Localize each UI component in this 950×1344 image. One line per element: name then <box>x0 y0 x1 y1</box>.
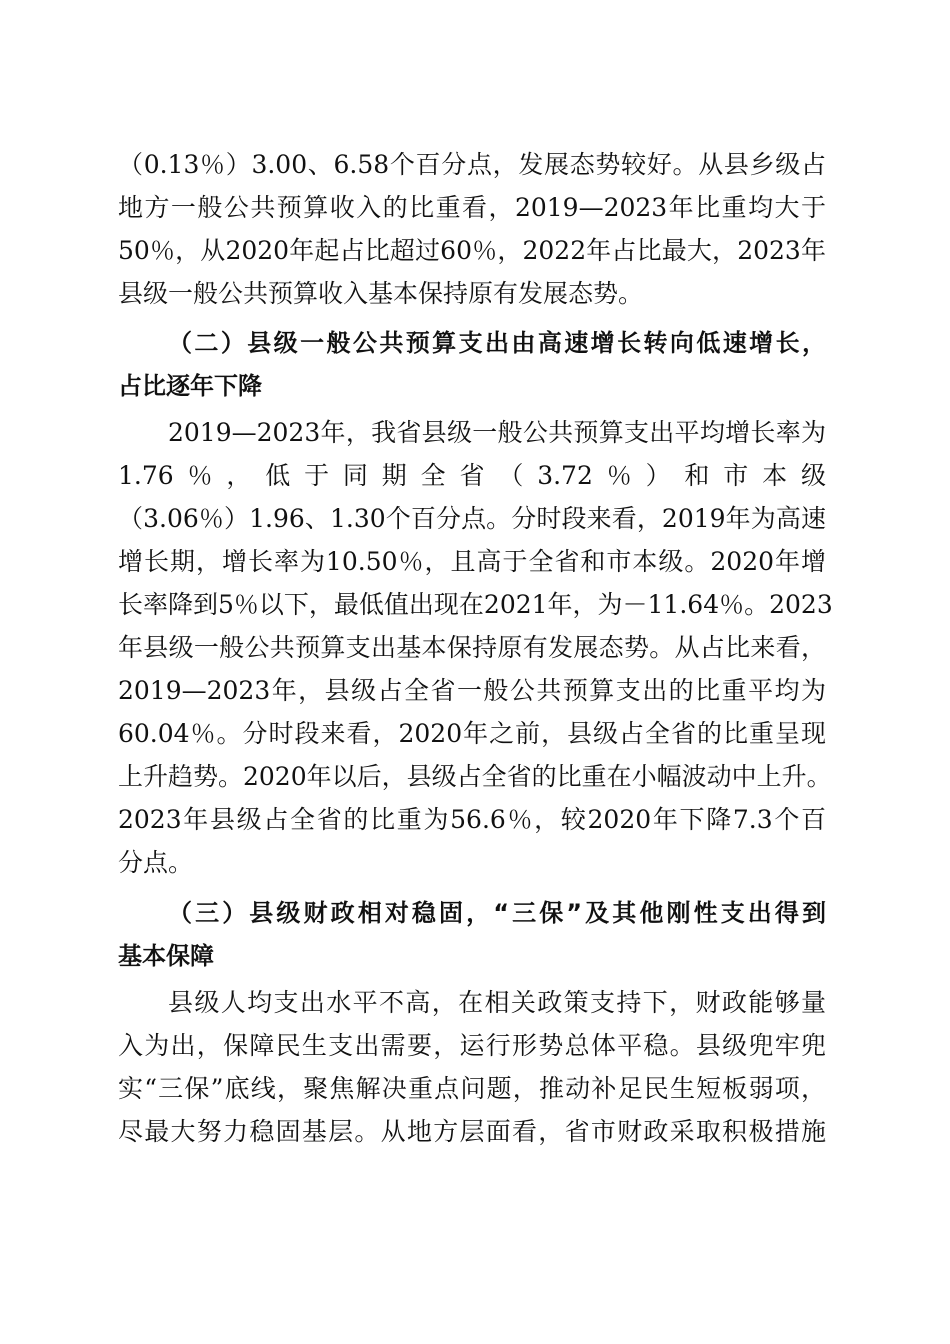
text-line: 地方一般公共预算收入的比重看，2019—2023年比重均大于 <box>118 193 826 222</box>
text-line: 县级一般公共预算收入基本保持原有发展态势。 <box>118 279 644 308</box>
text-line: 2019—2023年，县级占全省一般公共预算支出的比重平均为 <box>118 676 826 705</box>
text-line: 入为出，保障民生支出需要，运行形势总体平稳。县级兜牢兜 <box>118 1031 826 1060</box>
text-line: 县级人均支出水平不高，在相关政策支持下，财政能够量 <box>168 988 826 1017</box>
text-line: 尽最大努力稳固基层。从地方层面看，省市财政采取积极措施 <box>118 1117 826 1146</box>
text-line: 长率降到5％以下，最低值出现在2021年，为－11.64％。2023 <box>118 590 833 619</box>
text-line: （0.13％）3.00、6.58个百分点，发展态势较好。从县乡级占 <box>118 150 826 179</box>
section-heading: 基本保障 <box>118 942 214 970</box>
text-line: 实“三保”底线，聚焦解决重点问题，推动补足民生短板弱项， <box>118 1074 826 1103</box>
text-line: 分点。 <box>118 848 194 877</box>
text-line: 年县级一般公共预算支出基本保持原有发展态势。从占比来看， <box>118 633 826 662</box>
section-heading: （三）县级财政相对稳固，“三保”及其他刚性支出得到 <box>168 899 826 927</box>
section-heading: 占比逐年下降 <box>118 372 262 400</box>
text-line: 2023年县级占全省的比重为56.6％，较2020年下降7.3个百 <box>118 805 826 834</box>
text-line: 2019—2023年，我省县级一般公共预算支出平均增长率为 <box>168 418 826 447</box>
text-line: （3.06％）1.96、1.30个百分点。分时段来看，2019年为高速 <box>118 504 826 533</box>
text-line: 60.04％。分时段来看，2020年之前，县级占全省的比重呈现 <box>118 719 826 748</box>
text-line: 上升趋势。2020年以后，县级占全省的比重在小幅波动中上升。 <box>118 762 832 791</box>
section-heading: （二）县级一般公共预算支出由高速增长转向低速增长， <box>168 329 826 357</box>
text-line: 50％，从2020年起占比超过60％，2022年占比最大，2023年 <box>118 236 826 265</box>
text-line: 1.76％，低于同期全省（3.72％）和市本级 <box>118 461 826 490</box>
text-line: 增长期，增长率为10.50％，且高于全省和市本级。2020年增 <box>118 547 826 576</box>
